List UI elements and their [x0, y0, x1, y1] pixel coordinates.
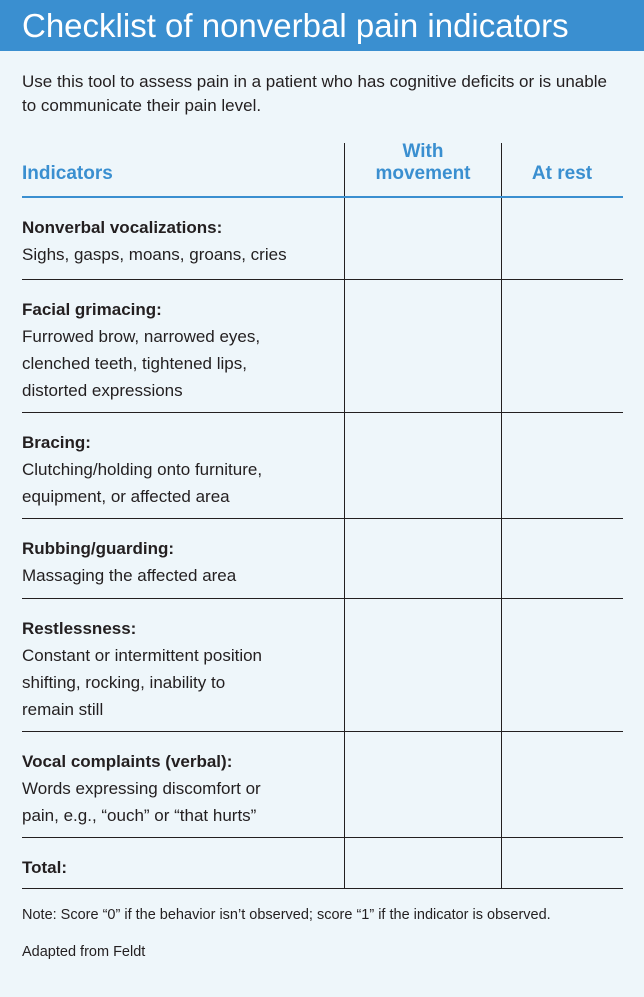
- at-rest-cell-border: [501, 413, 502, 518]
- page-title: Checklist of nonverbal pain indicators: [0, 0, 644, 51]
- indicator-cell: [22, 748, 332, 829]
- source-credit: Adapted from Feldt: [22, 944, 146, 960]
- score-note: Note: Score “0” if the behavior isn’t observed; score “1” if the indicator is observed.: [22, 907, 551, 923]
- header-divider-2: [501, 143, 502, 196]
- indicator-table: [22, 143, 623, 889]
- indicator-cell: [22, 615, 332, 723]
- header-with-movement: [345, 141, 501, 185]
- header-indicators: Indicators: [22, 163, 113, 184]
- indicator-description-line: remain still: [22, 700, 104, 719]
- indicator-name: Restlessness:: [22, 619, 137, 638]
- table-row: [22, 599, 623, 732]
- table-row: [22, 198, 623, 280]
- at-rest-cell-border: [501, 732, 502, 837]
- indicator-cell: [22, 854, 332, 881]
- with-movement-cell-border: [344, 519, 345, 598]
- table-row: [22, 732, 623, 838]
- indicator-description-line: Furrowed brow, narrowed eyes,: [22, 327, 261, 346]
- header-with-movement-line2: movement: [375, 163, 471, 184]
- header-with-movement-line1: With: [402, 141, 444, 162]
- table-row: [22, 838, 623, 889]
- with-movement-cell-border: [344, 732, 345, 837]
- header-divider-1: [344, 143, 345, 196]
- indicator-description-line: distorted expressions: [22, 381, 183, 400]
- table-row: [22, 519, 623, 599]
- indicator-description-line: Words expressing discomfort or: [22, 779, 261, 798]
- indicator-cell: [22, 535, 332, 589]
- indicator-cell: [22, 296, 332, 404]
- with-movement-cell-border: [344, 280, 345, 412]
- indicator-name: Vocal complaints (verbal):: [22, 752, 233, 771]
- indicator-cell: [22, 429, 332, 510]
- indicator-description-line: clenched teeth, tightened lips,: [22, 354, 247, 373]
- table-header: [22, 143, 623, 198]
- indicator-name: Rubbing/guarding:: [22, 539, 175, 558]
- at-rest-cell-border: [501, 198, 502, 279]
- indicator-description-line: Sighs, gasps, moans, groans, cries: [22, 245, 287, 264]
- indicator-name: Facial grimacing:: [22, 300, 162, 319]
- at-rest-cell-border: [501, 280, 502, 412]
- indicator-cell: [22, 214, 332, 268]
- indicator-description-line: Massaging the affected area: [22, 566, 237, 585]
- with-movement-cell-border: [344, 838, 345, 888]
- table-row: [22, 413, 623, 519]
- header-at-rest: At rest: [531, 163, 593, 184]
- indicator-description-line: Clutching/holding onto furniture,: [22, 460, 263, 479]
- indicator-description-line: pain, e.g., “ouch” or “that hurts”: [22, 806, 257, 825]
- indicator-description-line: Constant or intermittent position: [22, 646, 263, 665]
- indicator-name: Bracing:: [22, 433, 91, 452]
- table-row: [22, 280, 623, 413]
- at-rest-cell-border: [501, 599, 502, 731]
- at-rest-cell-border: [501, 519, 502, 598]
- indicator-name: Total:: [22, 858, 68, 877]
- indicator-description-line: shifting, rocking, inability to: [22, 673, 226, 692]
- with-movement-cell-border: [344, 413, 345, 518]
- indicator-description-line: equipment, or affected area: [22, 487, 230, 506]
- indicator-name: Nonverbal vocalizations:: [22, 218, 223, 237]
- with-movement-cell-border: [344, 599, 345, 731]
- table-body: [22, 198, 623, 889]
- at-rest-cell-border: [501, 838, 502, 888]
- with-movement-cell-border: [344, 198, 345, 279]
- intro-text: Use this tool to assess pain in a patient who has cognitive deficits or is unable to communicate their pain level.: [22, 72, 607, 115]
